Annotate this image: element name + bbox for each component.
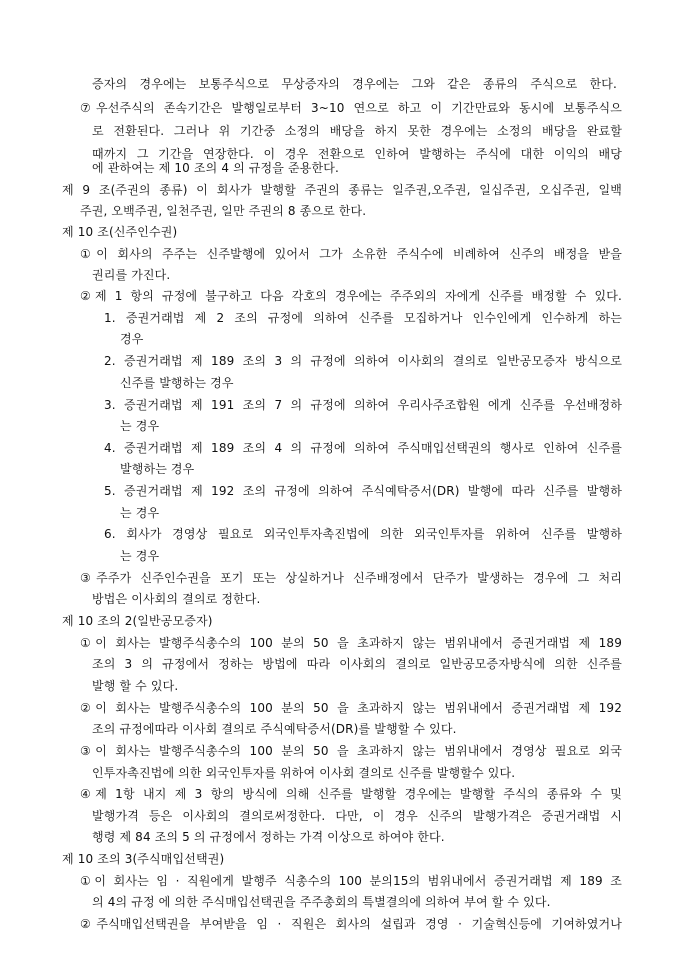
list-item: 5. 증권거래법 제 192 조의 규정에 의하여 주식예탁증서(DR) 발행에 따라 신주를 발행하 <box>104 484 622 498</box>
text-line: 조의 규정에따라 이사회 결의로 주식예탁증서(DR)를 발행할 수 있다. <box>92 722 457 736</box>
text-line: ⑦우선주식의 존속기간은 발행일로부터 3~10 연으로 하고 이 기간만료와 동시에 보통주식으 <box>80 101 622 115</box>
text-line: 행령 제 84 조의 5 의 규정에서 정하는 가격 이상으로 하여야 한다. <box>92 830 445 844</box>
article-heading: 제 10 조의 2(일반공모증자) <box>62 614 213 628</box>
list-item: 4. 증권거래법 제 189 조의 4 의 규정에 의하여 주식매입선택권의 행사로 인하여 신주를 <box>104 441 622 455</box>
list-item: 6. 회사가 경영상 필요로 외국인투자촉진법에 의한 외국인투자를 위하여 신주를 발행하 <box>104 527 622 541</box>
text-line: 조의 3 의 규정에서 정하는 방법에 따라 이사회의 결의로 일반공모증자방식에 의한 신주를 <box>92 657 622 671</box>
text-line: 에 관하여는 제 10 조의 4 의 규정을 준용한다. <box>92 161 339 175</box>
text-line: 의 4의 규정 에 의한 주식매입선택권을 주주총회의 특별결의에 의하여 부여 할 수 있다. <box>92 895 551 909</box>
text-line: ①이 회사는 발행주식총수의 100 분의 50 을 초과하지 않는 범위내에서 증권거래법 제 189 <box>80 636 622 650</box>
text-line: ①이 회사는 임 · 직원에게 발행주 식총수의 100 분의15의 범위내에서 증권거래법 제 189 조 <box>80 874 622 888</box>
text-line: 증자의 경우에는 보통주식으로 무상증자의 경우에는 그와 같은 종류의 주식으로 한다. <box>92 77 617 91</box>
text-line: 방법은 이사회의 결의로 정한다. <box>92 592 261 606</box>
text-line: 때까지 그 기간을 연장한다. 이 경우 전환으로 인하여 발행하는 주식에 대한 이익의 배당 <box>92 147 622 161</box>
list-item: 발행하는 경우 <box>120 462 195 476</box>
text-line: 로 전환된다. 그러나 위 기간중 소정의 배당을 하지 못한 경우에는 소정의 배당을 완료할 <box>92 124 622 138</box>
list-item: 3. 증권거래법 제 191 조의 7 의 규정에 의하여 우리사주조합원 에게 신주를 우선배정하 <box>104 398 622 412</box>
list-item: 는 경우 <box>120 506 160 520</box>
text-line: 발행 할 수 있다. <box>92 679 179 693</box>
text-line: ④제 1항 내지 제 3 항의 방식에 의해 신주를 발행할 경우에는 발행할 주식의 종류와 수 및 <box>80 787 622 801</box>
text-line: ③이 회사는 발행주식총수의 100 분의 50 을 초과하지 않는 범위내에서 경영상 필요로 외국 <box>80 744 622 758</box>
list-item: 2. 증권거래법 제 189 조의 3 의 규정에 의하여 이사회의 결의로 일반공모증자 방식으로 <box>104 354 622 368</box>
list-item: 경우 <box>120 332 144 346</box>
list-item: 는 경우 <box>120 419 160 433</box>
list-item: 1. 증권거래법 제 2 조의 규정에 의하여 신주를 모집하거나 인수인에게 인수하게 하는 <box>104 311 622 325</box>
list-item: 는 경우 <box>120 549 160 563</box>
text-line: ③주주가 신주인수권을 포기 또는 상실하거나 신주배정에서 단주가 발생하는 경우에 그 처리 <box>80 571 622 585</box>
text-line: 주권, 오백주권, 일천주권, 일만 주권의 8 종으로 한다. <box>80 204 367 218</box>
text-line: 권리를 가진다. <box>92 268 171 282</box>
text-line: ①이 회사의 주주는 신주발행에 있어서 그가 소유한 주식수에 비례하여 신주의 배정을 받을 <box>80 247 622 261</box>
list-item: 신주를 발행하는 경우 <box>120 376 234 390</box>
text-line: 인투자촉진법에 의한 외국인투자를 위하여 이사회 결의로 신주를 발행할수 있다. <box>92 766 516 780</box>
article-heading: 제 9 조(주권의 종류) 이 회사가 발행할 주권의 종류는 일주권,오주권, 일십주권, 오십주권, 일백 <box>62 183 622 197</box>
text-line: 발행가격 등은 이사회의 결의로써정한다. 다만, 이 경우 신주의 발행가격은 증권거래법 시 <box>92 809 622 823</box>
article-heading: 제 10 조(신주인수권) <box>62 225 178 239</box>
article-heading: 제 10 조의 3(주식매입선택권) <box>62 852 225 866</box>
text-line: ②이 회사는 발행주식총수의 100 분의 50 을 초과하지 않는 범위내에서 증권거래법 제 192 <box>80 701 622 715</box>
text-line: ②주식매입선택권을 부여받을 임 · 직원은 회사의 설립과 경영 · 기술혁신등에 기여하였거나 <box>80 917 622 931</box>
text-line: ②제 1 항의 규정에 불구하고 다음 각호의 경우에는 주주외의 자에게 신주를 배정할 수 있다. <box>80 289 622 303</box>
